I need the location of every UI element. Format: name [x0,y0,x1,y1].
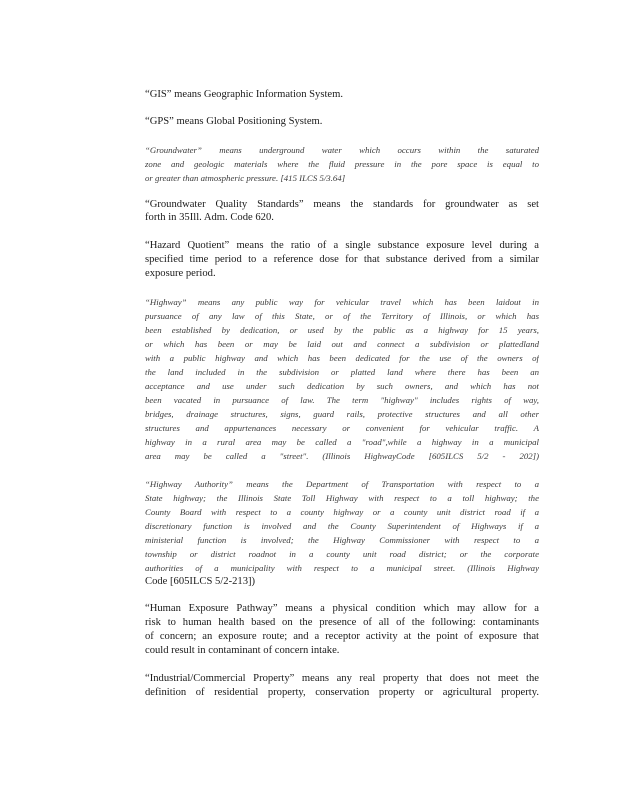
definition-human-exposure-pathway-line: of concern; an exposure route; and a receptor activity at the point of exposure that [145,631,539,642]
definition-hazard-quotient-line: “Hazard Quotient” means the ratio of a single substance exposure level during a [145,240,539,251]
definition-highway-line: the land included in the subdivision or platted land where there has been an [145,367,539,377]
definition-highway-authority-line: County Board with respect to a county highway or a county unit district road if a [145,507,539,517]
definition-industrial-commercial-property-line: definition of residential property, conservation property or agricultural property. [145,687,539,698]
definition-highway-line: been established by dedication, or used by the public as a highway for 15 years, [145,325,539,335]
definition-groundwater-line: “Groundwater” means underground water which occurs within the saturated [145,145,539,155]
definition-human-exposure-pathway-line: risk to human health based on the presence of all of the following: contaminants [145,617,539,628]
definition-groundwater-quality-standards-line: forth in 35Ill. Adm. Code 620. [145,212,274,223]
definition-industrial-commercial-property-line: “Industrial/Commercial Property” means any real property that does not meet the [145,673,539,684]
definition-groundwater-quality-standards-line: “Groundwater Quality Standards” means the standards for groundwater as set [145,199,539,210]
definition-highway-authority-line: authorities of a municipality with respect to a municipal street. (Illinois Highway [145,563,539,573]
definition-highway-line: or which has been or may be laid out and connect a subdivision or plattedland [145,339,539,349]
definition-highway-authority-line: township or district roadnot in a county unit road district; or the corporate [145,549,539,559]
definition-highway-line: with a public highway and which has been dedicated for the use of the owners of [145,353,539,363]
definition-highway-authority-line: State highway; the Illinois State Toll Highway with respect to a toll highway; the [145,493,539,503]
definition-hazard-quotient-line: specified time period to a reference dose for that substance derived from a similar [145,254,539,265]
definition-groundwater-line: or greater than atmospheric pressure. [415 ILCS 5/3.64] [145,173,346,183]
definition-highway-line: been vacated in pursuance of law. The term "highway" includes rights of way, [145,395,539,405]
definition-gis: “GIS” means Geographic Information System. [145,89,343,100]
definition-groundwater-line: zone and geologic materials where the fluid pressure in the pore space is equal to [145,159,539,169]
definition-highway-line: area may be called a "street". (Illinois HighwayCode [605ILCS 5/2 - 202]) [145,451,539,461]
definition-human-exposure-pathway-line: “Human Exposure Pathway” means a physical condition which may allow for a [145,603,539,614]
definition-highway-line: highway in a rural area may be called a "road",while a highway in a municipal [145,437,539,447]
definition-highway-line: pursuance of any law of this State, or of the Territory of Illinois, or which has [145,311,539,321]
definition-highway-authority-line: “Highway Authority” means the Department of Transportation with respect to a [145,479,539,489]
definition-highway-line: bridges, drainage structures, signs, guard rails, protective structures and all other [145,409,539,419]
definition-highway-line: acceptance and use under such dedication by such owners, and which has not [145,381,539,391]
definition-highway-authority-line: Code [605ILCS 5/2-213]) [145,576,256,587]
definition-highway-authority-line: discretionary function is involved and the County Superintendent of Highways if a [145,521,539,531]
definition-gps: “GPS” means Global Positioning System. [145,116,323,127]
definition-human-exposure-pathway-line: could result in contaminant of concern intake. [145,645,340,656]
definition-highway-line: “Highway” means any public way for vehicular travel which has been laidout in [145,297,539,307]
definition-highway-authority-line: ministerial function is involved; the Highway Commissioner with respect to a [145,535,539,545]
definition-highway-line: structures and appurtenances necessary or convenient for vehicular traffic. A [145,423,539,433]
definition-hazard-quotient-line: exposure period. [145,268,216,279]
